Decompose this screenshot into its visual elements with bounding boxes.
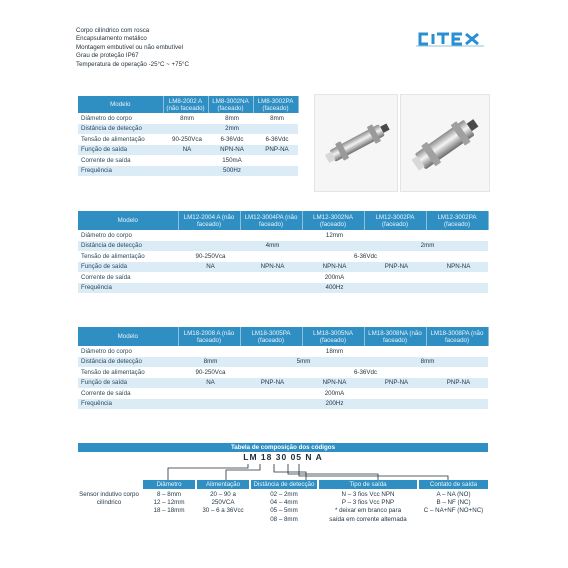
cell: 8mm (364, 357, 488, 368)
row-label: Diâmetro do corpo (78, 346, 178, 357)
table-row (78, 230, 488, 241)
row-label: Função de saída (78, 378, 178, 389)
row-label: Diâmetro do corpo (78, 113, 163, 124)
intro-list (76, 27, 189, 69)
code-col-contato (419, 491, 488, 516)
col-header: LM8-3002NA (faceado) (208, 96, 253, 113)
row-label: Frequência (78, 166, 163, 177)
code-option: 30 – 6 a 36Vcc (202, 507, 244, 515)
cell: NPN-NA (302, 262, 364, 273)
cell: 2mm (163, 124, 298, 135)
cell: 4mm (178, 241, 364, 252)
sensor-image (401, 95, 489, 191)
sensor-photo (314, 94, 398, 192)
code-option: P – 3 fios Vcc PNP (341, 499, 395, 507)
table-row (78, 283, 488, 294)
cell: PNP-NA (426, 378, 488, 389)
cell: 8mm (208, 113, 253, 124)
cell: 6-36Vdc (240, 251, 488, 262)
citex-logo (416, 31, 486, 47)
code-option: 8 – 8mm (156, 491, 182, 498)
code-option: 04 – 4mm (270, 499, 298, 507)
table-row (78, 272, 488, 283)
cell: 90-250Vca (163, 134, 208, 145)
col-header: LM18-3008PA (não faceado) (426, 327, 488, 346)
table-row (78, 378, 488, 389)
code-header-alimentacao: Alimentação (197, 480, 249, 489)
row-label: Corrente de saída (78, 155, 163, 166)
code-option: B – NF (NC) (436, 499, 471, 507)
cell: 5mm (240, 357, 364, 368)
row-label: Corrente de saída (78, 388, 178, 399)
table-row (78, 113, 298, 124)
code-col-tipo (319, 491, 417, 524)
col-header: Modelo (78, 211, 178, 230)
table-row (78, 346, 488, 357)
table-m12 (78, 211, 489, 293)
sensor-photo (400, 94, 490, 192)
cell: 8mm (163, 113, 208, 124)
cell: 200mA (178, 388, 488, 399)
codes-title: Tabela de composição dos códigos (78, 443, 488, 452)
cell: 200mA (178, 272, 488, 283)
row-label: Frequência (78, 283, 178, 294)
cell: 6-36Vdc (208, 134, 253, 145)
code-option: 250VCA (211, 499, 235, 507)
col-header: LM12-2004 A (não faceado) (178, 211, 240, 230)
row-label: Diâmetro do corpo (78, 230, 178, 241)
col-header: Modelo (78, 96, 163, 113)
code-col-diametro (143, 491, 195, 516)
cell: PNP-NA (253, 145, 298, 156)
col-header: LM12-3002PA (faceado) (426, 211, 488, 230)
row-label: Frequência (78, 399, 178, 410)
cell: NPN-NA (426, 262, 488, 273)
code-header-diametro: Diâmetro (143, 480, 195, 489)
table-row (78, 241, 488, 252)
intro-line: Grau de proteção IP67 (76, 52, 139, 60)
cell: NA (178, 378, 240, 389)
row-label: Tensão de alimentação (78, 134, 163, 145)
table-m8 (78, 96, 299, 176)
code-header-contato: Contato de saída (419, 480, 488, 489)
cell: 400Hz (178, 283, 488, 294)
col-header: LM18-3005PA (faceado) (240, 327, 302, 346)
cell: 90-250Vca (178, 251, 240, 262)
col-header: LM8-3002PA (faceado) (253, 96, 298, 113)
cell: PNP-NA (364, 262, 426, 273)
cell: 6-36Vdc (240, 367, 488, 378)
intro-line: Temperatura de operação -25°C ~ +75°C (76, 60, 189, 68)
code-left-label: Sensor indutivo corpo cilíndrico (79, 491, 139, 507)
table-row (78, 124, 298, 135)
col-header: LM18-3005NA (faceado) (302, 327, 364, 346)
sensor-image (315, 95, 397, 191)
table-row (78, 262, 488, 273)
cell: NPN-NA (302, 378, 364, 389)
code-option: C – NA+NF (NO+NC) (423, 507, 484, 515)
cell: 2mm (364, 241, 488, 252)
row-label: Distância de detecção (78, 124, 163, 135)
table-m18 (78, 327, 489, 409)
row-label: Função de saída (78, 262, 178, 273)
cell: NA (178, 262, 240, 273)
table-row (78, 399, 488, 410)
code-option: N – 3 fios Vcc NPN (341, 491, 395, 498)
table-row (78, 251, 488, 262)
row-label: Distância de detecção (78, 241, 178, 252)
code-option: 05 – 5mm (270, 507, 298, 515)
intro-line: Corpo cilíndrico com rosca (76, 27, 150, 34)
code-option: 08 – 8mm (270, 515, 298, 523)
row-label: Tensão de alimentação (78, 251, 178, 262)
col-header: Modelo (78, 327, 178, 346)
intro-line: Montagem embutível ou não embutível (76, 43, 183, 51)
row-label: Corrente de saída (78, 272, 178, 283)
cell: PNP-NA (240, 378, 302, 389)
cell: 500Hz (163, 166, 298, 177)
code-col-distancia (251, 491, 317, 524)
cell: PNP-NA (364, 378, 426, 389)
col-header: LM8-2002 A (não faceado) (163, 96, 208, 113)
code-connector-lines (78, 462, 488, 482)
col-header: LM18-2008 A (não faceado) (178, 327, 240, 346)
row-label: Distância de detecção (78, 357, 178, 368)
col-header: LM18-3008NA (não faceado) (364, 327, 426, 346)
col-header: LM12-3002PA (faceado) (364, 211, 426, 230)
cell: 12mm (178, 230, 488, 241)
cell: 18mm (178, 346, 488, 357)
code-example: LM 18 30 05 N A (243, 452, 323, 462)
code-header-tipo: Tipo de saída (319, 480, 417, 489)
table-row (78, 357, 488, 368)
code-option: 20 – 90 a (210, 491, 236, 498)
cell: NA (163, 145, 208, 156)
col-header: LM12-3002NA (faceado) (302, 211, 364, 230)
code-option: saída em corrente alternada (329, 515, 407, 523)
table-row (78, 166, 298, 177)
cell: NPN-NA (208, 145, 253, 156)
cell: 150mA (163, 155, 298, 166)
code-option: 18 – 18mm (153, 507, 185, 515)
cell: 6-36Vdc (253, 134, 298, 145)
cell: 8mm (178, 357, 240, 368)
code-option: * deixar em branco para (334, 507, 402, 515)
table-row (78, 367, 488, 378)
code-option: 12 – 12mm (153, 499, 185, 507)
row-label: Tensão de alimentação (78, 367, 178, 378)
intro-line: Encapsulamento metálico (76, 35, 147, 43)
table-row (78, 155, 298, 166)
cell: 200Hz (178, 399, 488, 410)
table-row (78, 145, 298, 156)
row-label: Função de saída (78, 145, 163, 156)
code-option: 02 – 2mm (270, 491, 298, 498)
cell: NPN-NA (240, 262, 302, 273)
cell: 90-250Vca (178, 367, 240, 378)
code-option: A – NA (NO) (436, 491, 471, 498)
table-row (78, 388, 488, 399)
code-col-alimentacao (197, 491, 249, 516)
col-header: LM12-3004PA (não faceado) (240, 211, 302, 230)
code-header-distancia: Distância de detecção (251, 480, 317, 489)
cell: 8mm (253, 113, 298, 124)
table-row (78, 134, 298, 145)
